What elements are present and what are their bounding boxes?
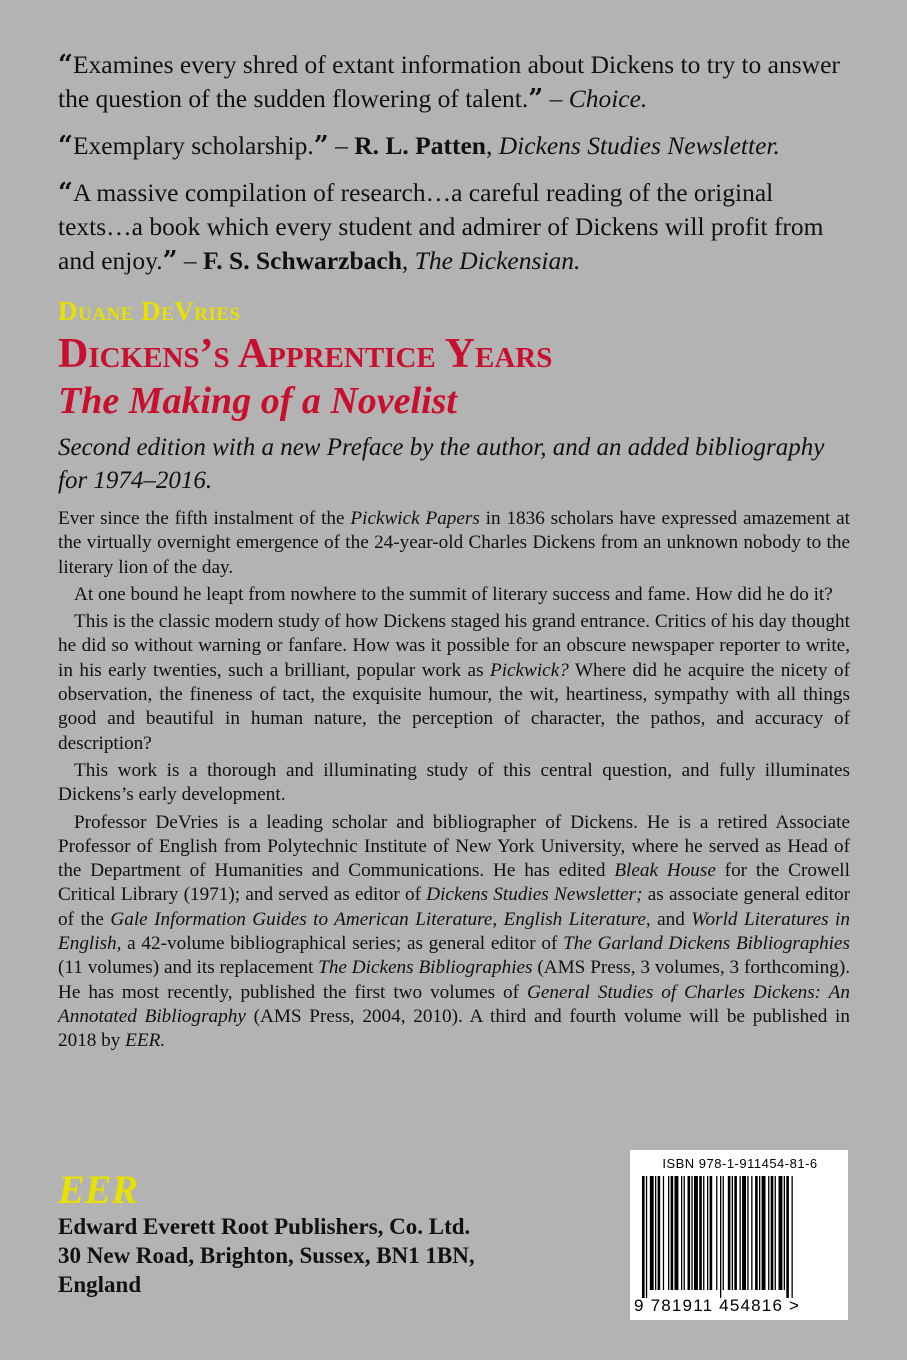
text-run: (AMS Press, 3 volumes, 3 forthcoming). He has most recently, published the first two volumes of: [58, 957, 850, 1003]
barcode-bar: [671, 1176, 674, 1290]
publisher-logo: EER: [58, 1167, 139, 1212]
barcode-bar: [688, 1176, 691, 1290]
barcode-bar: [751, 1176, 752, 1290]
barcode-bar: [650, 1176, 654, 1290]
quote-text: A massive compilation of research…a careful reading of the original texts…a book which every student and admirer of Dickens will profit from and enjoy.: [58, 178, 824, 275]
close-quote-mark: ”: [313, 131, 329, 161]
quote-sep: ,: [485, 131, 499, 160]
edition-note: Second edition with a new Preface by the author, and an added bibliography for 1974–2016.: [58, 434, 825, 494]
barcode-bar: [740, 1176, 741, 1290]
barcode-bar: [716, 1176, 717, 1290]
barcode-bar: [734, 1176, 737, 1290]
barcode-bar: [784, 1176, 785, 1290]
barcode-bar: [768, 1176, 769, 1290]
barcode-bar: [775, 1176, 776, 1290]
quote-text: Exemplary scholarship.: [72, 131, 314, 160]
text-run: This is the classic modern study of how Dickens staged his grand entrance. Critics of his day thought he did so without warning or fanfare. How was it possible for an obscure newspaper reporter to write, in his early twenties, such a brilliant, popular work as: [58, 611, 850, 681]
barcode-bar: [646, 1176, 647, 1298]
barcode-bar: [675, 1176, 679, 1290]
open-quote-mark: “: [58, 178, 73, 208]
barcode-bar: [786, 1176, 789, 1298]
author-name: Duane DeVries: [58, 296, 241, 326]
quote-source: Choice.: [568, 84, 648, 113]
barcode-bar: [684, 1176, 685, 1290]
barcode-digits: 9 781911 454816 >: [634, 1296, 801, 1315]
review-quote-1: [58, 48, 850, 116]
barcode-bar: [681, 1176, 682, 1290]
barcode-bar: [779, 1176, 783, 1290]
text-run: (AMS Press, 2004, 2010). A third and fourth volume will be published in 2018 by: [58, 1005, 850, 1052]
barcode-bars: [642, 1176, 838, 1298]
barcode-bar: [655, 1176, 656, 1290]
quote-reviewer: F. S. Schwarzbach: [203, 246, 402, 275]
text-run: Professor DeVries is a leading scholar and bibliographer of Dickens. He is a retired Associate Professor of English from Polytechnic Institute of New York University, where he served as Head of the Department of Humanities and Communications. He has edited: [58, 811, 850, 882]
barcode-bar: [668, 1176, 669, 1290]
quote-text: Examines every shred of extant information about Dickens to try to answer the question of the sudden flowering of talent.: [58, 50, 840, 113]
blurb-paragraph: This work is a thorough and illuminating study of this central question, and fully illuminates Dickens’s early development.: [58, 759, 850, 806]
barcode-bar: [642, 1176, 645, 1298]
quote-source: Dickens Studies Newsletter.: [498, 131, 780, 160]
book-title: Dickens’s Apprentice Years: [58, 331, 553, 377]
text-run: (11 volumes) and its replacement: [58, 957, 319, 979]
barcode-bar: [742, 1176, 746, 1290]
text-run: as associate general editor of the: [58, 884, 850, 930]
barcode-bar: [699, 1176, 702, 1290]
book-subtitle: The Making of a Novelist: [58, 380, 457, 422]
barcode-bar: [720, 1176, 721, 1298]
text-run-italic: World Literatures in English,: [58, 908, 850, 955]
barcode-bar: [658, 1176, 661, 1290]
open-quote-mark: “: [58, 131, 73, 161]
text-run: for the Crowell Critical Library (1971); and served as editor of: [58, 860, 850, 906]
barcode-bar: [694, 1176, 698, 1290]
publisher-address-line-1: 30 New Road, Brighton, Sussex, BN1 1BN,: [58, 1243, 475, 1268]
text-run: and: [650, 908, 692, 930]
barcode-bar: [663, 1176, 664, 1290]
blurb-paragraph: [58, 811, 850, 1054]
blurb-paragraph: [58, 610, 850, 756]
barcode-bar: [710, 1176, 713, 1290]
open-quote-mark: “: [58, 50, 73, 80]
barcode-bar: [707, 1176, 708, 1290]
quote-dash: –: [328, 131, 355, 160]
isbn-barcode: [630, 1150, 848, 1320]
review-quote-3: [58, 176, 850, 278]
quote-source: The Dickensian.: [414, 246, 581, 275]
publisher-block: [58, 1168, 475, 1299]
text-run-italic: Pickwick Papers: [350, 508, 480, 529]
barcode-bar: [723, 1176, 724, 1290]
close-quote-mark: ”: [162, 246, 178, 276]
barcode-bar: [728, 1176, 731, 1290]
blurb-paragraph: At one bound he leapt from nowhere to the summit of literary success and fame. How did he do it?: [74, 583, 833, 605]
text-run-italic: Gale Information Guides to American Literature, English Literature,: [110, 908, 651, 930]
text-run-italic: Bleak House: [614, 860, 716, 882]
quote-dash: –: [177, 246, 204, 275]
blurb-paragraph: [58, 507, 850, 580]
publisher-name: Edward Everett Root Publishers, Co. Ltd.: [58, 1214, 471, 1239]
barcode-bar: [703, 1176, 704, 1290]
barcode-bar: [762, 1176, 766, 1290]
blurb-body: [58, 507, 850, 1054]
quote-sep: ,: [401, 246, 415, 275]
review-quote-2: [58, 129, 850, 163]
barcode-bar: [747, 1176, 748, 1290]
text-run: in 1836 scholars have expressed amazement at the virtually overnight emergence of the 24-year-old Charles Dickens from an unknown nobody to the literary lion of the day.: [58, 508, 850, 578]
text-run: a 42-volume bibliographical series; as general editor of: [121, 933, 564, 955]
barcode-bar: [771, 1176, 774, 1290]
text-run: Ever since the fifth instalment of the: [58, 508, 351, 529]
text-run-italic: The Garland Dickens Bibliographies: [563, 933, 850, 955]
quote-dash: –: [543, 84, 569, 113]
barcode-bar: [755, 1176, 758, 1290]
text-run-italic: EER.: [125, 1030, 166, 1052]
quote-reviewer: R. L. Patten: [354, 131, 486, 160]
text-run: Where did he acquire the nicety of observation, the fineness of tact, the exquisite humour, the wit, heartiness, sympathy with all things good and beautiful in human nature, the perception of character, the pathos, and accuracy of description?: [58, 659, 850, 754]
barcode-bar: [691, 1176, 692, 1290]
barcode-bar: [732, 1176, 733, 1290]
barcode-bar: [759, 1176, 760, 1290]
text-run-italic: The Dickens Bibliographies: [318, 957, 533, 979]
barcode-bar: [792, 1176, 793, 1298]
back-cover-content: [58, 48, 850, 1057]
publisher-address-line-2: England: [58, 1272, 142, 1297]
text-run-italic: Dickens Studies Newsletter;: [426, 884, 643, 906]
isbn-label: ISBN 978-1-911454-81-6: [662, 1156, 818, 1171]
text-run-italic: General Studies of Charles Dickens: An Annotated Bibliography: [58, 981, 850, 1027]
text-run-italic: Pickwick?: [489, 659, 569, 681]
close-quote-mark: ”: [528, 84, 544, 114]
